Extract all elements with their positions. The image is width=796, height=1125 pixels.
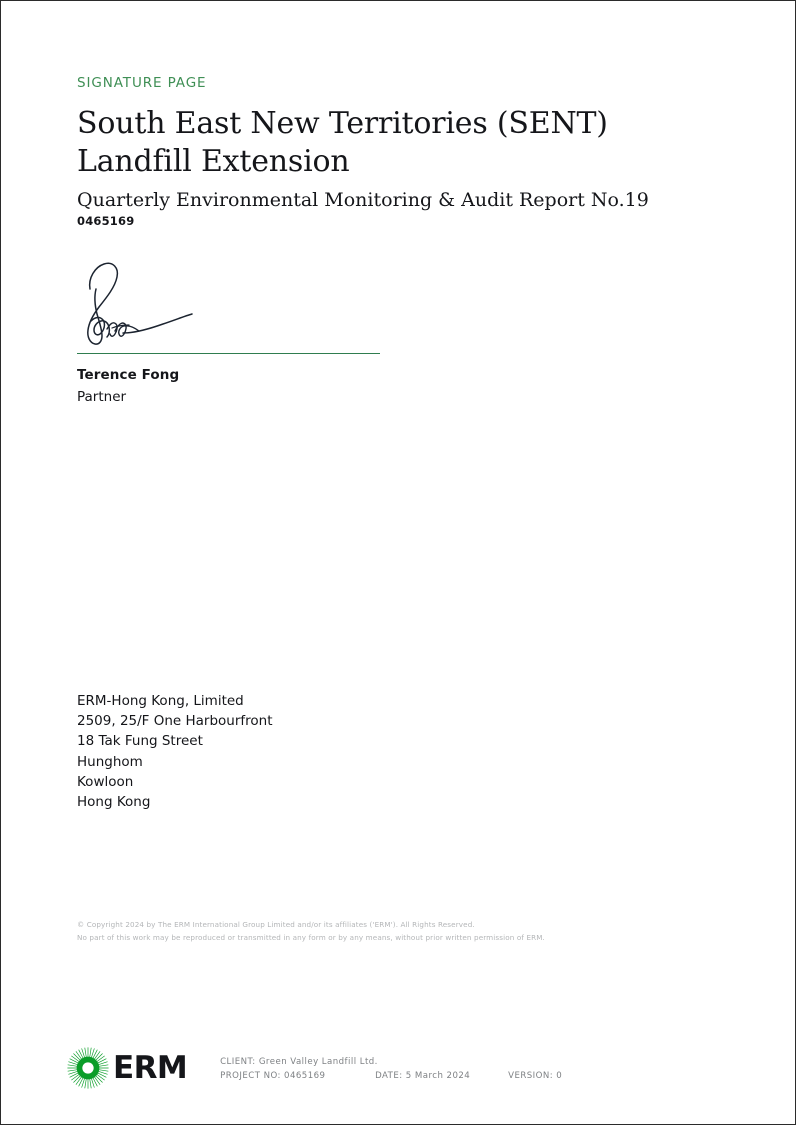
signatory-name: Terence Fong — [77, 367, 180, 383]
erm-logo — [67, 1047, 187, 1089]
footer-client: CLIENT: Green Valley Landfill Ltd. — [220, 1057, 378, 1067]
footer-project-no: PROJECT NO: 0465169 — [220, 1071, 326, 1081]
copyright-notice — [77, 918, 717, 944]
signature-block — [77, 259, 387, 406]
address-line: 2509, 25/F One Harbourfront — [77, 713, 273, 730]
address-line: 18 Tak Fung Street — [77, 733, 203, 750]
signatory-role: Partner — [77, 388, 127, 405]
copyright-line: No part of this work may be reproduced or transmitted in any form or by any means, without prior written permission of ERM. — [77, 933, 545, 942]
address-line: Hong Kong — [77, 794, 151, 811]
footer-row-client — [220, 1055, 755, 1069]
address-line: Hunghom — [77, 753, 143, 770]
signature-rule — [77, 353, 380, 354]
footer-version: VERSION: 0 — [508, 1071, 563, 1081]
footer-row-details — [220, 1069, 755, 1083]
footer-metadata — [220, 1053, 755, 1083]
document-subtitle: Quarterly Environmental Monitoring & Audit Report No.19 — [77, 188, 649, 211]
address-block — [77, 691, 457, 812]
address-line: Kowloon — [77, 773, 134, 790]
copyright-line: © Copyright 2024 by The ERM International Group Limited and/or its affiliates ('ERM'). All Rights Reserved. — [77, 920, 475, 929]
page-footer — [67, 1047, 755, 1089]
address-line: ERM-Hong Kong, Limited — [77, 693, 244, 709]
page-title: South East New Territories (SENT) Landfill Extension — [77, 106, 608, 179]
erm-sunburst-icon — [67, 1047, 109, 1089]
footer-date: DATE: 5 March 2024 — [375, 1071, 471, 1081]
handwritten-signature-icon — [79, 259, 229, 351]
document-header — [77, 75, 717, 229]
page-label: SIGNATURE PAGE — [77, 75, 207, 91]
erm-wordmark: ERM — [113, 1049, 188, 1086]
document-number: 0465169 — [77, 214, 135, 229]
